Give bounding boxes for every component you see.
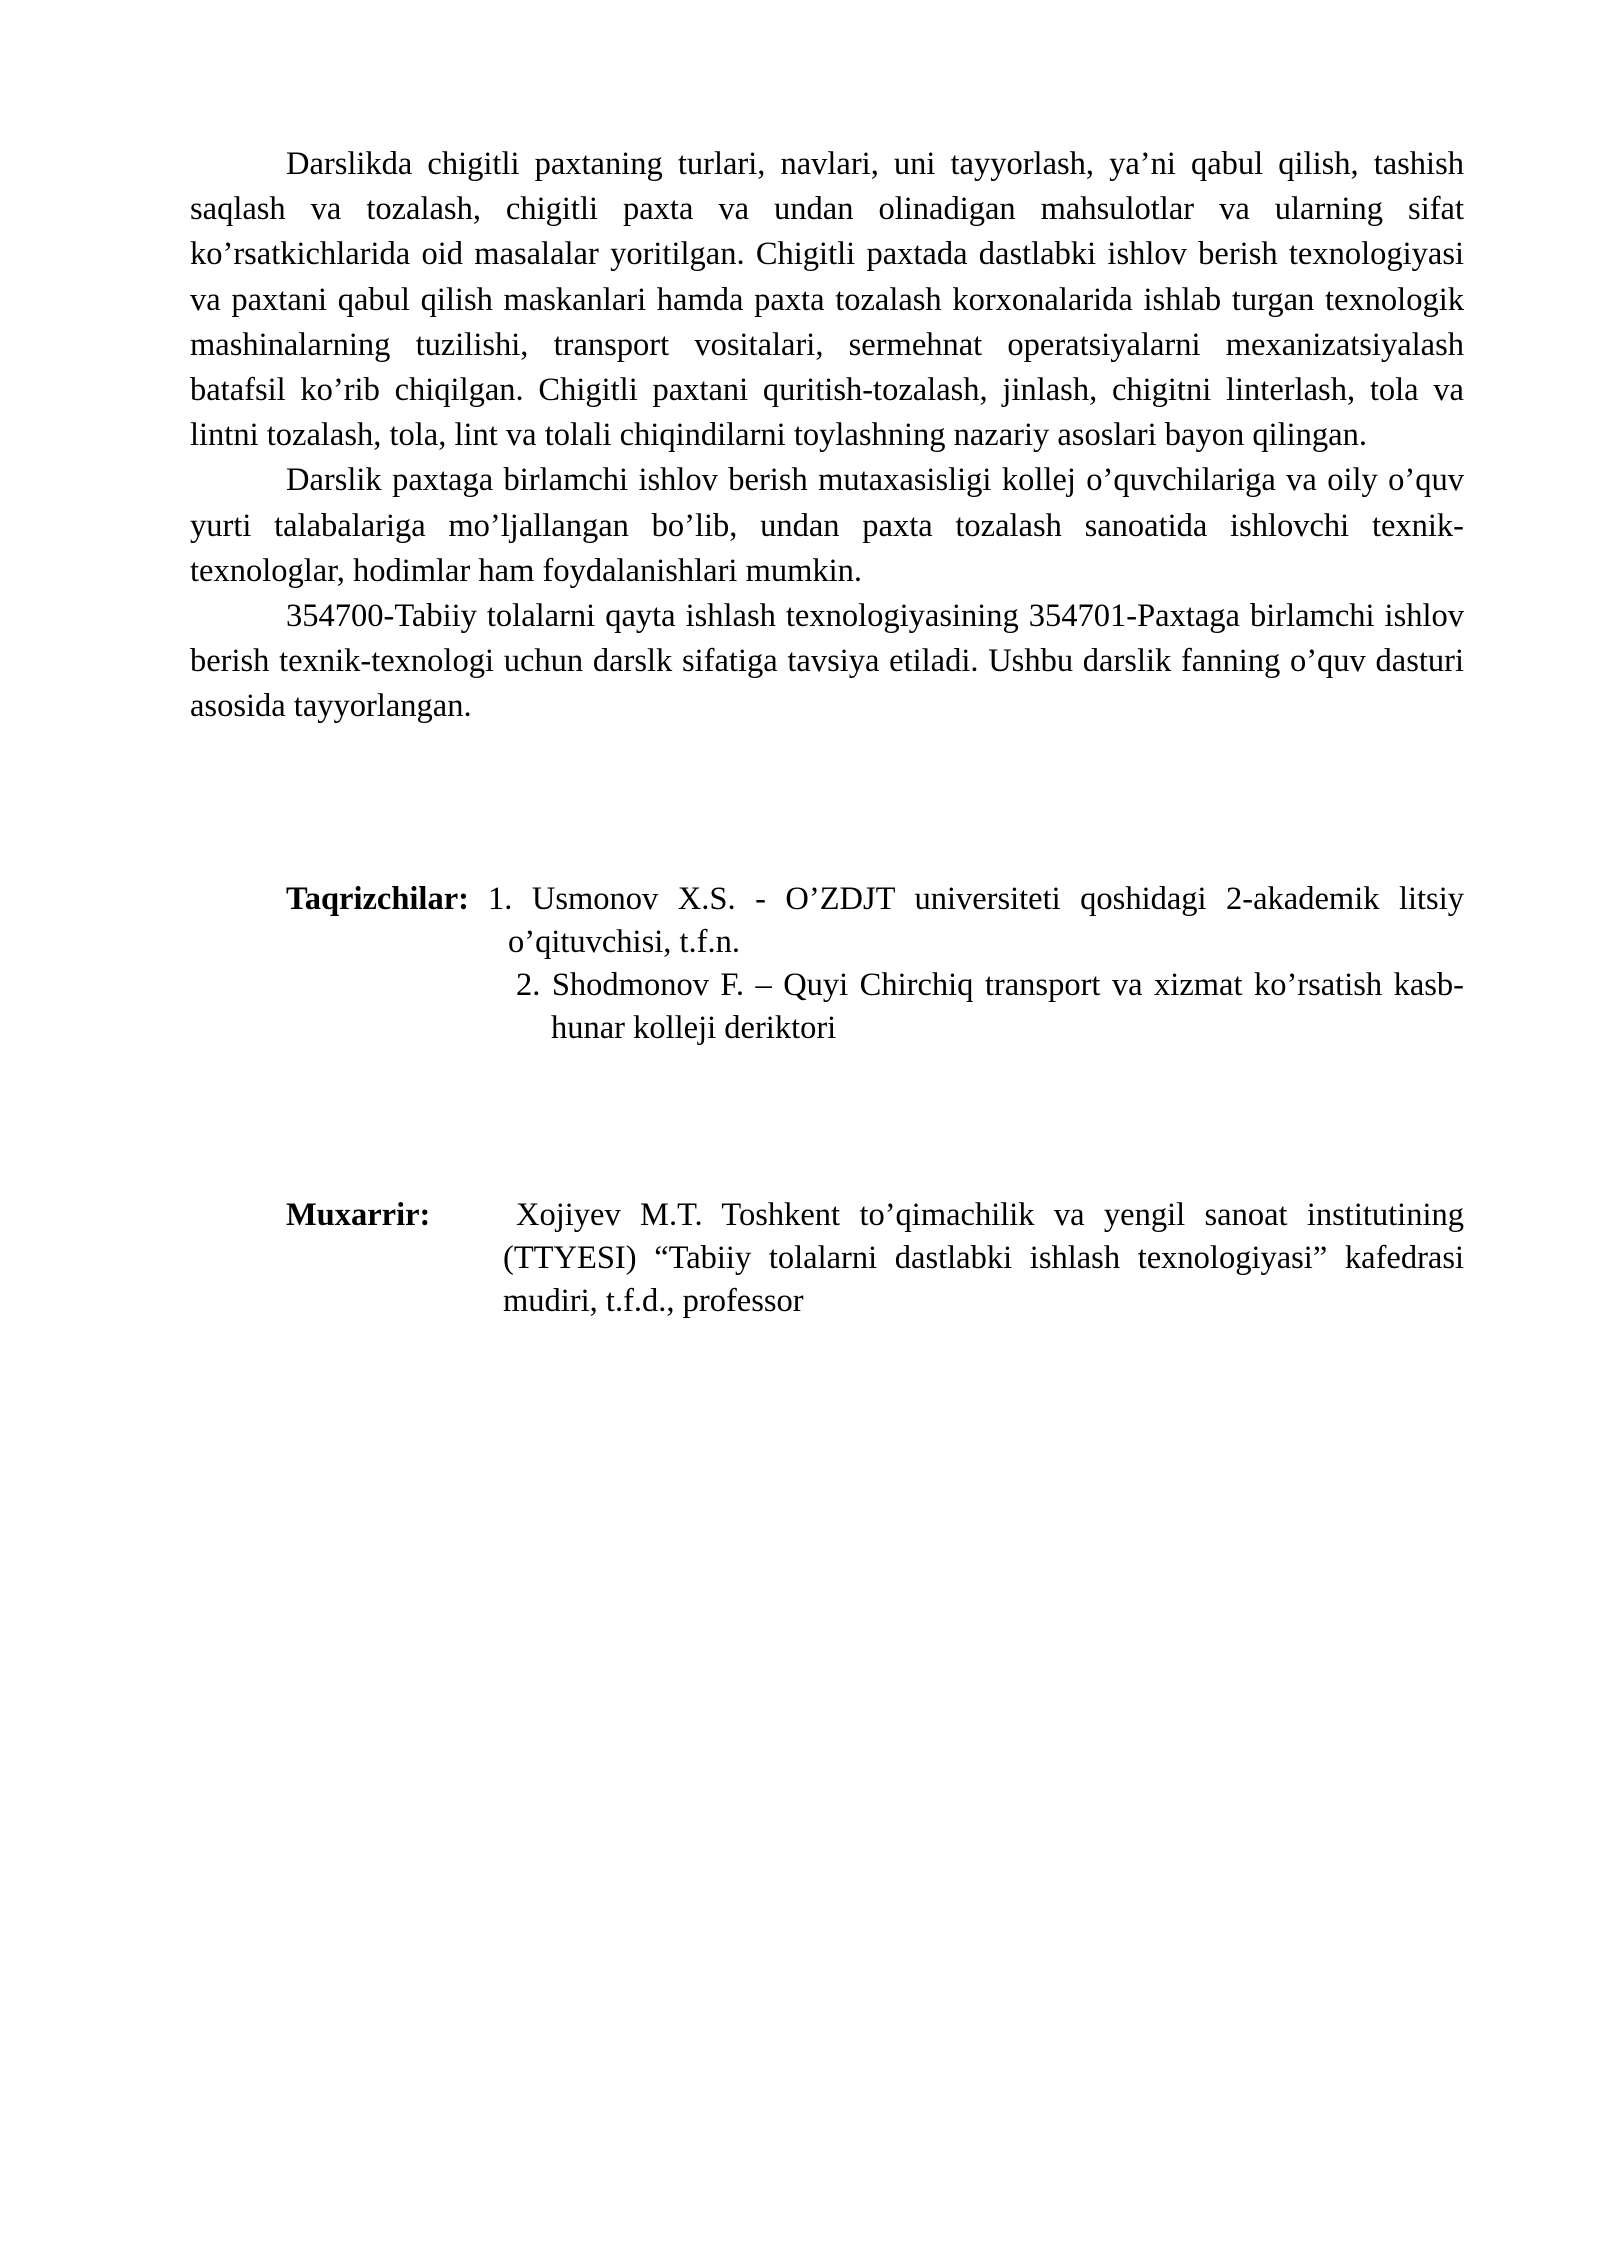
- reviewer-item: 2. Shodmonov F. – Quyi Chirchiq transport va xizmat ko’rsatish kasb-hunar kolleji deriktori: [516, 967, 1464, 1046]
- editor-label: Muxarrir:: [286, 1197, 431, 1233]
- editor-section: [286, 1194, 1464, 1323]
- reviewer-item: 1. Usmonov X.S. - O’ZDJT universiteti qoshidagi 2-akademik litsiy o’qituvchisi, t.f.n.: [488, 881, 1464, 960]
- reviewers-section: [286, 878, 1464, 1050]
- annotation-text: [190, 142, 1464, 730]
- credits-block: [286, 878, 1464, 1323]
- paragraph-audience: Darslik paxtaga birlamchi ishlov berish mutaxasisligi kollej o’quvchilariga va oily o’quv yurti talabalariga mo’ljallangan bo’lib, undan paxta tozalash sanoatida ishlovchi texnik-texnologlar, hodimlar ham foydalanishlari mumkin.: [190, 462, 1464, 589]
- editor-text: Xojiyev M.T. Toshkent to’qimachilik va yengil sanoat institutining (TTYESI) “Tabiiy tolalarni dastlabki ishlash texnologiyasi” kafedrasi mudiri, t.f.d., professor: [503, 1197, 1464, 1319]
- paragraph-recommendation: 354700-Tabiiy tolalarni qayta ishlash texnologiyasining 354701-Paxtaga birlamchi ishlov berish texnik-texnologi uchun darslk sifatiga tavsiya etiladi. Ushbu darslik fanning o’quv dasturi asosida tayyorlangan.: [190, 598, 1464, 725]
- reviewers-label: Taqrizchilar:: [286, 881, 469, 917]
- paragraph-description: Darslikda chigitli paxtaning turlari, navlari, uni tayyorlash, ya’ni qabul qilish, tashish saqlash va tozalash, chigitli paxta va undan olinadigan mahsulotlar va ularning sifat ko’rsatkichlarida oid masalalar yoritilgan. Chigitli paxtada dastlabki ishlov berish texnologiyasi va paxtani qabul qilish maskanlari hamda paxta tozalash korxonalarida ishlab turgan texnologik mashinalarning tuzilishi, transport vositalari, sermehnat operatsiyalarni mexanizatsiyalash batafsil ko’rib chiqilgan. Chigitli paxtani quritish-tozalash, jinlash, chigitni linterlash, tola va lintni tozalash, tola, lint va tolali chiqindilarni toylashning nazariy asoslari bayon qilingan.: [190, 146, 1464, 454]
